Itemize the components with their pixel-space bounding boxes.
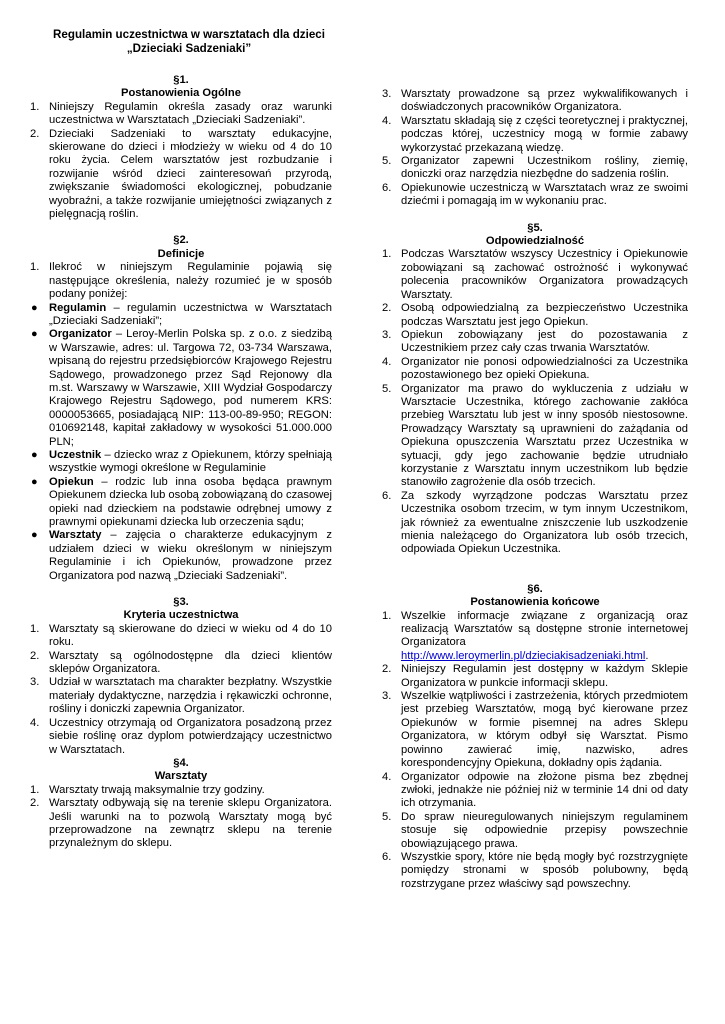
section-2-number: §2. [173,234,189,247]
list-item: 5. Organizator ma prawo do wykluczenia z udziału w Warsztacie Uczestnika, którego zachowanie zakłóca przebieg Warsztatu lub jest w inny sposób niestosowne. Prowadzący Warsztaty są uprawnieni do zażądania od Opiekuna opuszczenia Warsztatu przez Uczestnika w sytuacji, gdy jego zachowanie będzie utrudniało korzystanie z Warsztatu innym uczestnikom lub będzie stanowiło zagrożenie dla osób trzecich. [382,382,688,489]
section-5-list [382,248,688,556]
list-item: 3. Udział w warsztatach ma charakter bezpłatny. Wszystkie materiały dydaktyczne, narzędzia i rękawiczki ochronne, rośliny i doniczki zapewnia Organizator. [30,676,332,716]
definition-item: ● Opiekun – rodzic lub inna osoba będąca prawnym Opiekunem dziecka lub osobą zobowiązaną do czasowej opieki nad dzieckiem na podstawie odrębnej umowy z prawnymi opiekunami dziecka lub orzeczenia sądu; [31,475,332,528]
section-1-list [30,101,332,222]
section-4-number: §4. [173,756,189,769]
list-item: 3. Warsztaty prowadzone są przez wykwalifikowanych i doświadczonych pracowników Organizatora. [382,88,688,114]
list-item: 4. Uczestnicy otrzymają od Organizatora posadzoną przez siebie roślinę oraz dyplom potwierdzający uczestnictwo w Warsztatach. [30,716,332,756]
list-item: 1. Warsztaty są skierowane do dzieci w wieku od 4 do 10 roku. [30,622,332,649]
section-2-list [30,261,332,301]
list-item: 4. Warsztatu składają się z części teoretycznej i praktycznej, podczas której, uczestnicy mogą w formie zabawy wykorzystać przekazaną wiedzę. [382,114,688,154]
list-item: 2. Osobą odpowiedzialną za bezpieczeństwo Uczestnika podczas Warsztatu jest jego Opiekun. [382,302,688,328]
right-column [382,88,688,891]
title-line-1: Regulamin uczestnictwa w warsztatach dla dzieci [53,28,325,41]
list-item: 3. Opiekun zobowiązany jest do pozostawania z Uczestnikiem przez cały czas trwania Warsztatów. [382,328,688,355]
list-item: 1. Niniejszy Regulamin określa zasady oraz warunki uczestnictwa w Warsztatach „Dzieciaki Sadzeniaki”. [30,100,332,127]
list-item: 2. Niniejszy Regulamin jest dostępny w każdym Sklepie Organizatora w punkcie informacji sklepu. [382,663,688,689]
list-item: 2. Dzieciaki Sadzeniaki to warsztaty edukacyjne, skierowane do dzieci i młodzieży w wieku od 4 do 10 roku życia. Celem warsztatów jest rozbudzanie i rozwijanie wśród dzieci zainteresowań przyrodą, zwiększanie świadomości ekologicznej, pobudzanie wyobraźni, a także rozwijanie umiejętności związanych z pielęgnacją roślin. [30,127,332,221]
list-item: 6. Opiekunowie uczestniczą w Warsztatach wraz ze swoimi dziećmi i pomagają im w wykonaniu prac. [382,181,688,208]
list-item: 4. Organizator nie ponosi odpowiedzialności za Uczestnika pozostawionego bez opieki Opiekuna. [382,355,688,382]
list-item: 5. Do spraw nieuregulowanych niniejszym regulaminem stosuje się odpowiednie przepisy powszechnie obowiązującego prawa. [382,810,688,850]
list-item: 1. Ilekroć w niniejszym Regulaminie pojawią się następujące określenia, należy rozumieć je w sposób podany poniżej: [30,261,332,301]
list-item: 6. Wszystkie spory, które nie będą mogły być rozstrzygnięte pomiędzy stronami w sposób polubowny, będą rozstrzygane przez właściwy sąd powszechny. [382,850,688,890]
section-1-title: Postanowienia Ogólne [121,87,241,100]
definition-item: ● Organizator – Leroy-Merlin Polska sp. z o.o. z siedzibą w Warszawie, adres: ul. Targowa 72, 03-734 Warszawa, wpisaną do rejestru przedsiębiorców Krajowego Rejestru Sądowego, prowadzonego przez Sąd Rejonowy dla m.st. Warszawy w Warszawie, XIII Wydział Gospodarczy Krajowego Rejestru Sądowego, pod numerem KRS: 0000053665, posiadającą NIP: 113-00-89-950; REGON: 010692148, kapitał zakładowy w wysokości 51.000.000 PLN; [31,328,332,448]
definition-item: ● Warsztaty – zajęcia o charakterze edukacyjnym z udziałem dzieci w wieku określonym w niniejszym Regulaminie i ich Opiekunów, prowadzone przez Organizatora pod nazwą „Dzieciaki Sadzeniaki”. [31,529,332,582]
section-1-number: §1. [173,74,189,86]
list-item: 2. Warsztaty są ogólnodostępne dla dzieci klientów sklepów Organizatora. [30,649,332,676]
list-item: 1. Wszelkie informacje związane z organizacją oraz realizacją Warsztatów są dostępne stronie internetowej Organizatora http://www.leroymerlin.pl/dzieciakisadzeniaki.html. [382,609,688,662]
definitions-list [30,302,332,584]
left-column [30,74,332,851]
section-4-list-part-2 [382,88,688,209]
list-item: 1. Podczas Warsztatów wszyscy Uczestnicy i Opiekunowie zobowiązani są zachować ostrożność i wykonywać polecenia pracowników Organizatora prowadzących Warsztaty. [382,248,688,301]
section-6-list [382,610,688,892]
section-4-list-part-1 [30,784,332,851]
list-item: 5. Organizator zapewni Uczestnikom rośliny, ziemię, doniczki oraz narzędzia niezbędne do sadzenia roślin. [382,155,688,181]
section-4-title: Warsztaty [154,770,208,783]
list-item: 3. Wszelkie wątpliwości i zastrzeżenia, których przedmiotem jest przebieg Warsztatów, mogą być kierowane przez Opiekunów w formie pisemnej na adres Sklepu Organizatora, w którym odbył się Warsztat. Pismo powinno zawierać imię, nazwisko, adres korespondencyjny Opiekuna, dokładny opis żądania. [382,690,688,770]
section-2-title: Definicje [157,247,205,260]
section-3-number: §3. [173,596,189,609]
leroymerlin-link[interactable]: http://www.leroymerlin.pl/dzieciakisadzeniaki.html [401,649,646,662]
section-3-list [30,623,332,757]
list-item: 1. Warsztaty trwają maksymalnie trzy godziny. [30,783,265,796]
list-item: 6. Za szkody wyrządzone podczas Warsztatu przez Uczestnika osobom trzecim, w tym innym Uczestnikom, jak również za ewentualne zniszczenie lub uszkodzenie mienia należącego do Organizatora lub osób trzecich, odpowiada Opiekun Uczestnika. [382,489,688,556]
list-item: 2. Warsztaty odbywają się na terenie sklepu Organizatora. Jeśli warunki na to pozwolą Warsztaty mogą być przeprowadzone na zewnątrz sklepu na terenie przynależnym do sklepu. [30,797,332,850]
section-3-title: Kryteria uczestnictwa [123,609,239,622]
definition-item: ● Uczestnik – dziecko wraz z Opiekunem, którzy spełniają wszystkie wymogi określone w Regulaminie [31,448,332,475]
section-5-title: Odpowiedzialność [485,235,585,248]
section-5-number: §5. [527,221,543,234]
section-6-number: §6. [527,582,543,595]
title-line-2: „Dzieciaki Sadzeniaki” [126,42,252,55]
list-item: 4. Organizator odpowie na złożone pisma bez zbędnej zwłoki, jednakże nie później niż w terminie 14 dni od daty ich otrzymania. [382,770,688,810]
document-title [30,28,348,56]
definition-item: ● Regulamin – regulamin uczestnictwa w Warsztatach „Dzieciaki Sadzeniaki”; [31,301,332,327]
section-6-title: Postanowienia końcowe [470,596,600,609]
